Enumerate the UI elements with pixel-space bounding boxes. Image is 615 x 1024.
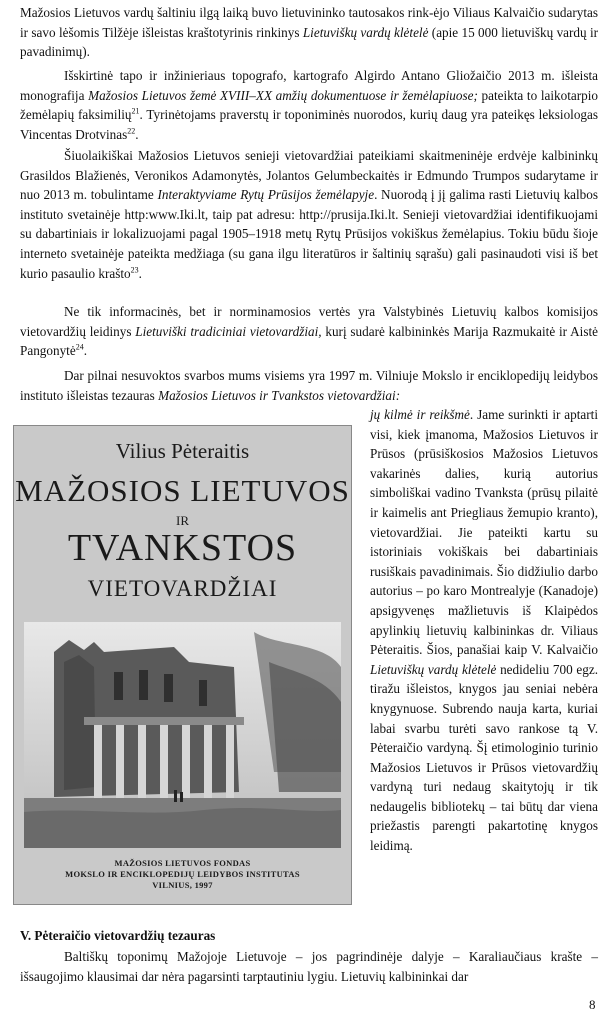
cover-title-line2: TVANKSTOS — [67, 527, 298, 569]
cover-title-line3: VIETOVARDŽIAI — [87, 576, 278, 601]
page-number: 8 — [589, 997, 596, 1012]
cover-title-ir: IR — [176, 513, 189, 528]
cover-publisher-1: MAŽOSIOS LIETUVOS FONDAS — [114, 858, 251, 868]
paragraph-baltic-toponyms: Baltiškų toponimų Mažojoje Lietuvoje – jos pagrindinėje dalyje – Karaliaučiaus krašte – išsaugojimo klausimai dar nėra pagarsinti tarptautiniu lygiu. Lietuvių kalbininkai dar — [20, 949, 598, 984]
paragraph-kalvaitis: Mažosios Lietuvos vardų šaltiniu ilgą laiką buvo lietuvininko tautosakos rink-ėjo Viliaus Kalvaičio sudarytas ir savo lėšomis Tilžėje išleistas kraštotyrinis rinkinys Lietuviškų vardų klėtelė (apie 15 000 lietuviškų vardų ir pavadinimų). — [20, 5, 599, 60]
castle-ruin-photo — [24, 622, 341, 848]
paragraph-traditional-placenames: Ne tik informacinės, bet ir norminamosios vertės yra Valstybinės Lietuvių kalbos komisijos vietovardžių leidinys Lietuviški tradiciniai vietovardžiai, kurį sudarė kalbininkės Marija Razmukaitė ir Aistė Pangonytė$^{24}$. — [20, 304, 598, 359]
paragraph-thesaurus-intro: Dar pilnai nesuvoktos svarbos mums visiems yra 1997 m. Vilniuje Mokslo ir enciklopedijų leidybos instituto išleistas tezauras Mažosios Lietuvos ir Tvankstos vietovardžiai: — [20, 368, 598, 403]
cover-publisher-2: MOKSLO IR ENCIKLOPEDIJŲ LEIDYBOS INSTITUTAS — [65, 869, 300, 879]
paragraph-gliozaitis: Išskirtinė tapo ir inžinieriaus topografo, kartografo Algirdo Antano Gliožaičio 2013 m. išleista monografija Mažosios Lietuvos žemė XVIII–XX amžių dokumentuose ir žemėlapiuose; pateikta to laikotarpio žemėlapių faksimilių$^{21}$. Tyrinėtojams praverstų ir toponiminės nuorodos, kurių daug yra pateikęs leksiologas Vincentas Drotvinas$^{22}$. — [20, 68, 598, 142]
paragraph-thesaurus-wrap: jų kilmė ir reikšmė. Jame surinkti ir aptarti visi, kiek įmanoma, Mažosios Lietuvos ir Prūsos (prūsiškosios Mažosios Lietuvos vakarinės dalies, kurią autorius simboliškai vadino Tvanksta (prūsų pilaitė ir kaimelis ant Priegliaus žemupio kranto), vietovardžiai. Jie pateikti kartu su istoriniais vokiškais bei dabartiniais rusiškais pavadinimais. Šio didžiulio darbo autorius – po karo Montrealyje (Kanadoje) apsigyvenęs mažlietuvis iš Klaipėdos apylinkių lietuvių kalbininkas dr. Viliaus Pėteraitis. Šios, panašiai kaip V. Kalvaičio Lietuviškų vardų klėtelė nedideliu 700 egz. tiražu išleistos, knygos jau seniai nebėra knygynuose. Subrendo nauja karta, kuriai labai svarbu turėti savo rankose tą V. Pėteraičio vardyną. Šį etimologinio turinio Mažosios Lietuvos ir Prūsos vietovardžių vardyną turi nedaug skaitytojų ir tik nedaugelis bibliotekų – tai būtų dar viena priežastis parengti pakartotinę knygos leidimą. — [370, 407, 599, 854]
book-cover-image — [13, 425, 352, 905]
footnote-ref-22: 22 — [127, 126, 136, 136]
footnote-ref-23: 23 — [130, 265, 139, 275]
cover-title-line1: MAŽOSIOS LIETUVOS — [15, 473, 350, 508]
cover-author: Vilius Pėteraitis — [115, 439, 250, 463]
footnote-ref-21: 21 — [131, 106, 140, 116]
section-heading: V. Pėteraičio vietovardžių tezauras — [20, 928, 216, 943]
paragraph-interactive-map: Šiuolaikiškai Mažosios Lietuvos senieji vietovardžiai pateikiami skaitmeninėje erdvėje kalbininkų Grasildos Blažienės, Veronikos Adamonytės, Jolantos Gelumbeckaitės ir Edmundo Trumpos sudarytame ir nuo 2013 m. tobulintame Interaktyviame Rytų Prūsijos žemėlapyje. Nuorodą į jį galima rasti Lietuvių kalbos instituto svetainėje http:www.Iki.lt, taip pat adresu: http://prusija.Iki.lt. Senieji vietovardžiai identifikuojami su dabartiniais ir lokalizuojami pagal 1905–1918 metų Rytų Prūsijos vokiškus žemėlapius. Tokiu būdu šioje interneto svetainėje pateikta medžiaga (su gana ilgu literatūros ir šaltinių sąrašu) gali pasinaudoti visi iš bet kurio pasaulio krašto$^{23}$. — [20, 148, 598, 281]
footnote-ref-24: 24 — [75, 342, 84, 352]
cover-publisher-3: VILNIUS, 1997 — [152, 880, 213, 890]
